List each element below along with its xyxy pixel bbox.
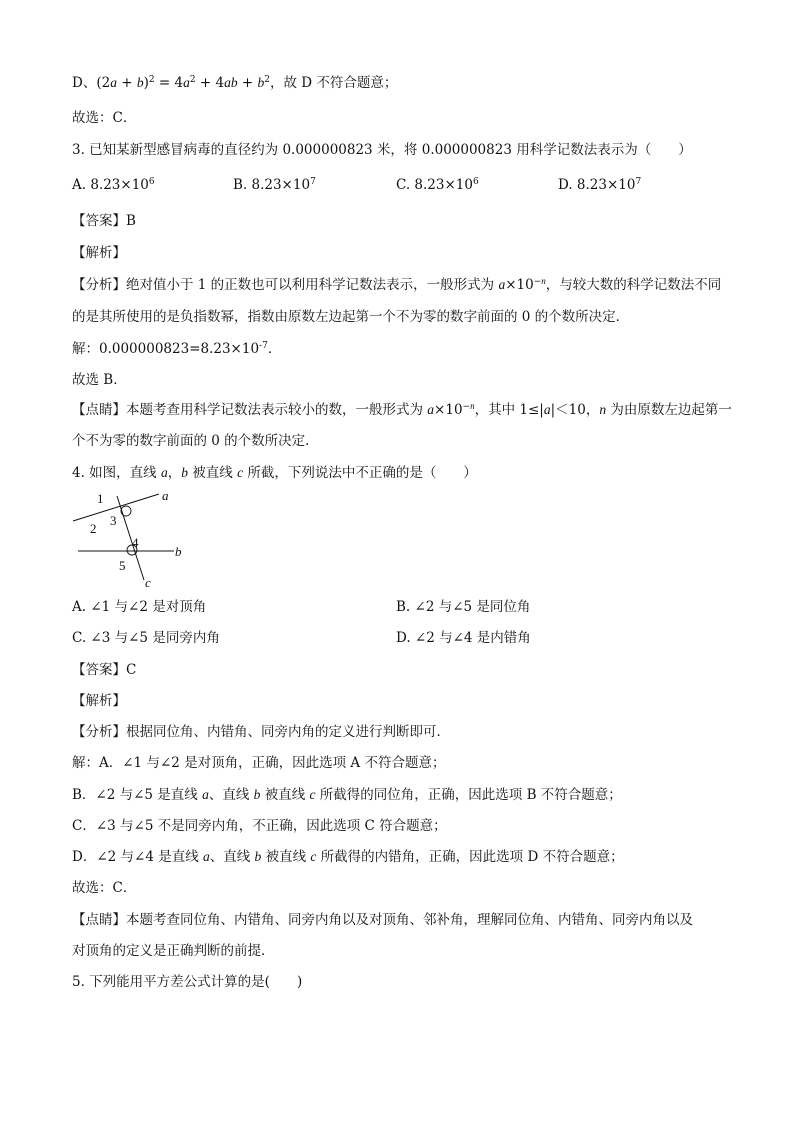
angle-label-3: 3 bbox=[110, 513, 117, 528]
option-d-line: D、$(2a + b)^2 = 4a^2 + 4ab + b^2$，故 D 不符合题意； bbox=[72, 75, 398, 91]
analysis-3-line1: 【分析】绝对值小于 1 的正数也可以利用科学记数法表示，一般形式为 $a\times 10^{-n}$，与较大数的科学记数法不同 bbox=[72, 276, 722, 293]
question-4: 4. 如图，直线 a，b 被直线 c 所截，下列说法中不正确的是（ ） bbox=[72, 465, 477, 481]
comment-3-line2: 个不为零的数字前面的 0 的个数所决定． bbox=[72, 433, 319, 449]
solution-4-line4: D．∠2 与∠4 是直线 a、直线 b 被直线 c 所截得的内错角，正确，因此选项 D 不符合题意； bbox=[72, 849, 624, 865]
select-c-1: 故选：C． bbox=[72, 110, 137, 126]
angle-label-2: 2 bbox=[90, 521, 97, 536]
formula-left: $(2a + b)^2$ bbox=[96, 75, 155, 91]
d-suffix: ，故 D 不符合题意； bbox=[269, 75, 398, 91]
q4-option-b: B. ∠2 与∠5 是同位角 bbox=[396, 599, 531, 615]
q4-option-d: D. ∠2 与∠4 是内错角 bbox=[396, 630, 531, 646]
line-label-b: b bbox=[175, 544, 182, 559]
answer-4: 【答案】C bbox=[72, 662, 137, 678]
select-c-2: 故选：C． bbox=[72, 880, 137, 896]
line-label-c: c bbox=[145, 575, 151, 590]
angle-arc-top bbox=[121, 506, 131, 516]
solution-4-line2: B．∠2 与∠5 是直线 a、直线 b 被直线 c 所截得的同位角，正确，因此选项 B 不符合题意； bbox=[72, 787, 622, 803]
d-prefix: D、 bbox=[72, 75, 97, 91]
analysis-3-line2: 的是其所使用的是负指数幂，指数由原数左边起第一个不为零的数字前面的 0 的个数所决定． bbox=[72, 309, 630, 325]
angle-figure bbox=[70, 486, 200, 590]
q3-option-d: D. $8.23\times 10^7$ bbox=[558, 177, 642, 193]
analysis-header-3: 【解析】 bbox=[72, 245, 126, 261]
question-5: 5. 下列能用平方差公式计算的是( ) bbox=[72, 974, 303, 990]
analysis-header-4: 【解析】 bbox=[72, 693, 126, 709]
solution-3: 解：$0.000000823=8.23\times 10^{-7}$． bbox=[72, 341, 282, 357]
comment-4-line2: 对顶角的定义是正确判断的前提． bbox=[72, 943, 275, 959]
comment-4-line1: 【点睛】本题考查同位角、内错角、同旁内角以及对顶角、邻补角，理解同位角、内错角、同旁内角以及 bbox=[72, 912, 693, 928]
q4-option-a: A. ∠1 与∠2 是对顶角 bbox=[72, 599, 207, 615]
line-label-a: a bbox=[162, 488, 169, 503]
angle-label-4: 4 bbox=[132, 535, 139, 550]
solution-4-line3: C．∠3 与∠5 不是同旁内角，不正确，因此选项 C 符合题意； bbox=[72, 818, 447, 834]
q3-option-c: C. $8.23\times 10^6$ bbox=[396, 177, 479, 193]
comment-3-line1: 【点睛】本题考查用科学记数法表示较小的数，一般形式为 $a\times 10^{-n}$，其中 1≤|a|＜10，n 为由原数左边起第一 bbox=[72, 401, 732, 418]
answer-3: 【答案】B bbox=[72, 213, 136, 229]
angle-label-5: 5 bbox=[119, 558, 126, 573]
question-3: 3. 已知某新型感冒病毒的直径约为 0.000000823 米，将 0.000000823 用科学记数法表示为（ ） bbox=[72, 142, 692, 158]
analysis-4: 【分析】根据同位角、内错角、同旁内角的定义进行判断即可． bbox=[72, 724, 450, 740]
angle-label-1: 1 bbox=[97, 491, 104, 506]
solution-4-line1: 解：A．∠1 与∠2 是对顶角，正确，因此选项 A 不符合题意； bbox=[72, 755, 446, 771]
q3-option-a: A. $8.23\times 10^6$ bbox=[72, 177, 155, 193]
q3-option-b: B. $8.23\times 10^7$ bbox=[233, 177, 316, 193]
q4-option-c: C. ∠3 与∠5 是同旁内角 bbox=[72, 630, 220, 646]
select-b: 故选 B． bbox=[72, 372, 127, 388]
